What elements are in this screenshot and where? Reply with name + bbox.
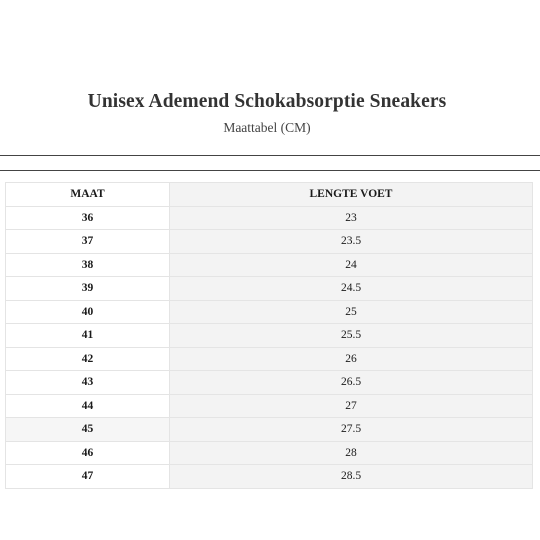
cell-maat: 37 [6, 230, 170, 254]
page-title: Unisex Ademend Schokabsorptie Sneakers [87, 91, 447, 112]
table-row [6, 206, 533, 230]
table-row [6, 465, 533, 489]
cell-maat: 42 [6, 347, 170, 371]
divider-bottom [0, 170, 540, 171]
table-header-row [6, 183, 533, 207]
table-row [6, 253, 533, 277]
cell-maat: 44 [6, 394, 170, 418]
cell-maat: 45 [6, 418, 170, 442]
cell-maat: 38 [6, 253, 170, 277]
cell-maat: 41 [6, 324, 170, 348]
size-chart-table [5, 182, 533, 489]
table-row [6, 441, 533, 465]
cell-lengte-voet: 24.5 [170, 277, 533, 301]
cell-lengte-voet: 23.5 [170, 230, 533, 254]
cell-lengte-voet: 24 [170, 253, 533, 277]
cell-lengte-voet: 23 [170, 206, 533, 230]
table-row [6, 300, 533, 324]
cell-lengte-voet: 26.5 [170, 371, 533, 395]
cell-lengte-voet: 25 [170, 300, 533, 324]
table-row [6, 418, 533, 442]
table-row [6, 394, 533, 418]
cell-maat: 39 [6, 277, 170, 301]
table-row [6, 371, 533, 395]
cell-maat: 47 [6, 465, 170, 489]
cell-maat: 46 [6, 441, 170, 465]
page-subtitle: Maattabel (CM) [223, 120, 311, 135]
cell-lengte-voet: 25.5 [170, 324, 533, 348]
cell-maat: 36 [6, 206, 170, 230]
table-row [6, 324, 533, 348]
cell-lengte-voet: 28.5 [170, 465, 533, 489]
column-header-maat: MAAT [6, 183, 170, 207]
cell-maat: 40 [6, 300, 170, 324]
cell-lengte-voet: 26 [170, 347, 533, 371]
table-row [6, 347, 533, 371]
cell-lengte-voet: 27 [170, 394, 533, 418]
cell-lengte-voet: 28 [170, 441, 533, 465]
table-row [6, 230, 533, 254]
divider-top [0, 155, 540, 156]
cell-maat: 43 [6, 371, 170, 395]
column-header-lengte-voet: LENGTE VOET [170, 183, 533, 207]
table-row [6, 277, 533, 301]
cell-lengte-voet: 27.5 [170, 418, 533, 442]
